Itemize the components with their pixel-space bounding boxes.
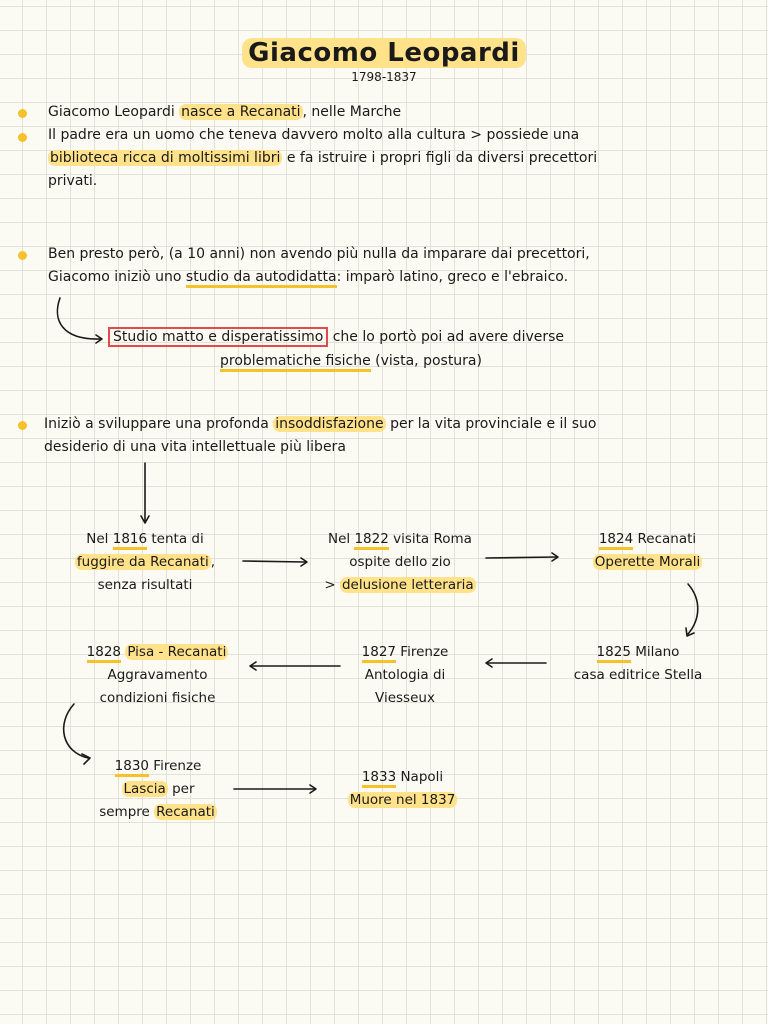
year: 1827 <box>362 644 396 663</box>
text-span: Giacomo Leopardi <box>48 104 180 120</box>
bullet-2-text <box>48 124 748 193</box>
bullet-marker <box>18 421 27 430</box>
text-line <box>44 413 744 436</box>
node-1816 <box>40 528 250 597</box>
text-span: tenta di <box>147 531 204 547</box>
text-line <box>48 147 748 170</box>
arrow-head <box>686 628 694 636</box>
text-line <box>48 266 748 289</box>
bullet-4-text <box>44 413 744 459</box>
arrow-1824-1825 <box>688 584 698 634</box>
year: 1816 <box>113 531 147 550</box>
text-line: casa editrice Stella <box>573 667 703 683</box>
text-span: Iniziò a sviluppare una profonda <box>44 416 274 432</box>
year: 1830 <box>115 758 149 777</box>
text-span: Milano <box>630 644 680 660</box>
underlined: problematiche fisiche <box>220 353 371 372</box>
bullet-1-text <box>48 101 401 124</box>
year: 1825 <box>597 644 631 663</box>
arrow-1828-1830 <box>64 704 88 758</box>
text-line: Il padre era un uomo che teneva davvero molto alla cultura > possiede una <box>48 127 580 143</box>
year: 1828 <box>87 644 121 663</box>
page-title <box>0 38 768 68</box>
text-span: Firenze <box>396 644 449 660</box>
highlight: fuggire da Recanati <box>76 554 209 570</box>
text-span: (vista, postura) <box>370 353 482 369</box>
arrow-head <box>310 785 316 793</box>
studio-matto-line <box>108 326 564 349</box>
problematiche-line <box>220 350 482 373</box>
bullet-3-text <box>48 243 748 289</box>
boxed-text: Studio matto e disperatissimo <box>108 327 328 347</box>
highlight: insoddisfazione <box>275 416 384 432</box>
text-span: Napoli <box>396 769 444 785</box>
text-span: per <box>167 781 195 797</box>
node-1830 <box>68 755 248 824</box>
text-span: sempre <box>99 804 155 820</box>
highlight: biblioteca ricca di moltissimi libri <box>50 150 281 166</box>
node-1828 <box>60 641 255 710</box>
text-span: che lo portò poi ad avere diverse <box>328 329 565 345</box>
text-line: desiderio di una vita intellettuale più libera <box>44 439 346 455</box>
arrow-head <box>96 335 102 343</box>
arrow-head <box>486 659 492 667</box>
text-span: Nel <box>86 531 113 547</box>
text-span: Firenze <box>149 758 202 774</box>
text-line: senza risultati <box>97 577 193 593</box>
node-1833 <box>325 766 480 812</box>
text-line: privati. <box>48 173 98 189</box>
node-1822 <box>295 528 505 597</box>
text-span: Giacomo iniziò uno <box>48 269 186 285</box>
highlight: delusione letteraria <box>341 577 474 593</box>
bullet-marker <box>18 133 27 142</box>
bullet-marker <box>18 109 27 118</box>
arrow-head <box>552 553 558 561</box>
highlight: Lascia <box>123 781 166 797</box>
text-span: visita Roma <box>388 531 472 547</box>
node-1824 <box>560 528 735 574</box>
text-span: : imparò latino, greco e l'ebraico. <box>336 269 569 285</box>
year: 1824 <box>599 531 633 550</box>
arrow-head <box>141 516 149 523</box>
text-line: condizioni fisiche <box>99 690 216 706</box>
underlined: studio da autodidatta <box>186 269 337 288</box>
curve-arrow-studio <box>57 298 100 339</box>
title-text: Giacomo Leopardi <box>242 38 526 68</box>
bullet-marker <box>18 251 27 260</box>
text-span: , nelle Marche <box>302 104 402 120</box>
text-line: Antologia di <box>364 667 446 683</box>
highlight: Recanati <box>156 804 215 820</box>
highlight: Pisa - Recanati <box>127 644 227 660</box>
node-1825 <box>548 641 728 687</box>
highlight: nasce a Recanati <box>181 104 301 120</box>
page-subtitle: 1798-1837 <box>351 70 417 84</box>
text-span: per la vita provinciale e il suo <box>385 416 597 432</box>
text-line: Viesseux <box>375 690 435 706</box>
text-span: e fa istruire i propri figli da diversi precettori <box>282 150 598 166</box>
year: 1833 <box>362 769 396 788</box>
text-line: Ben presto però, (a 10 anni) non avendo più nulla da imparare dai precettori, <box>48 246 590 262</box>
text-line: ospite dello zio <box>349 554 451 570</box>
text-span: Nel <box>328 531 355 547</box>
highlight: Muore nel 1837 <box>349 792 456 808</box>
text-span: , <box>210 554 216 570</box>
text-span: > <box>324 577 340 593</box>
text-span: Recanati <box>633 531 697 547</box>
node-1827 <box>335 641 475 710</box>
highlight: Operette Morali <box>594 554 701 570</box>
year: 1822 <box>354 531 388 550</box>
text-line: Aggravamento <box>107 667 208 683</box>
